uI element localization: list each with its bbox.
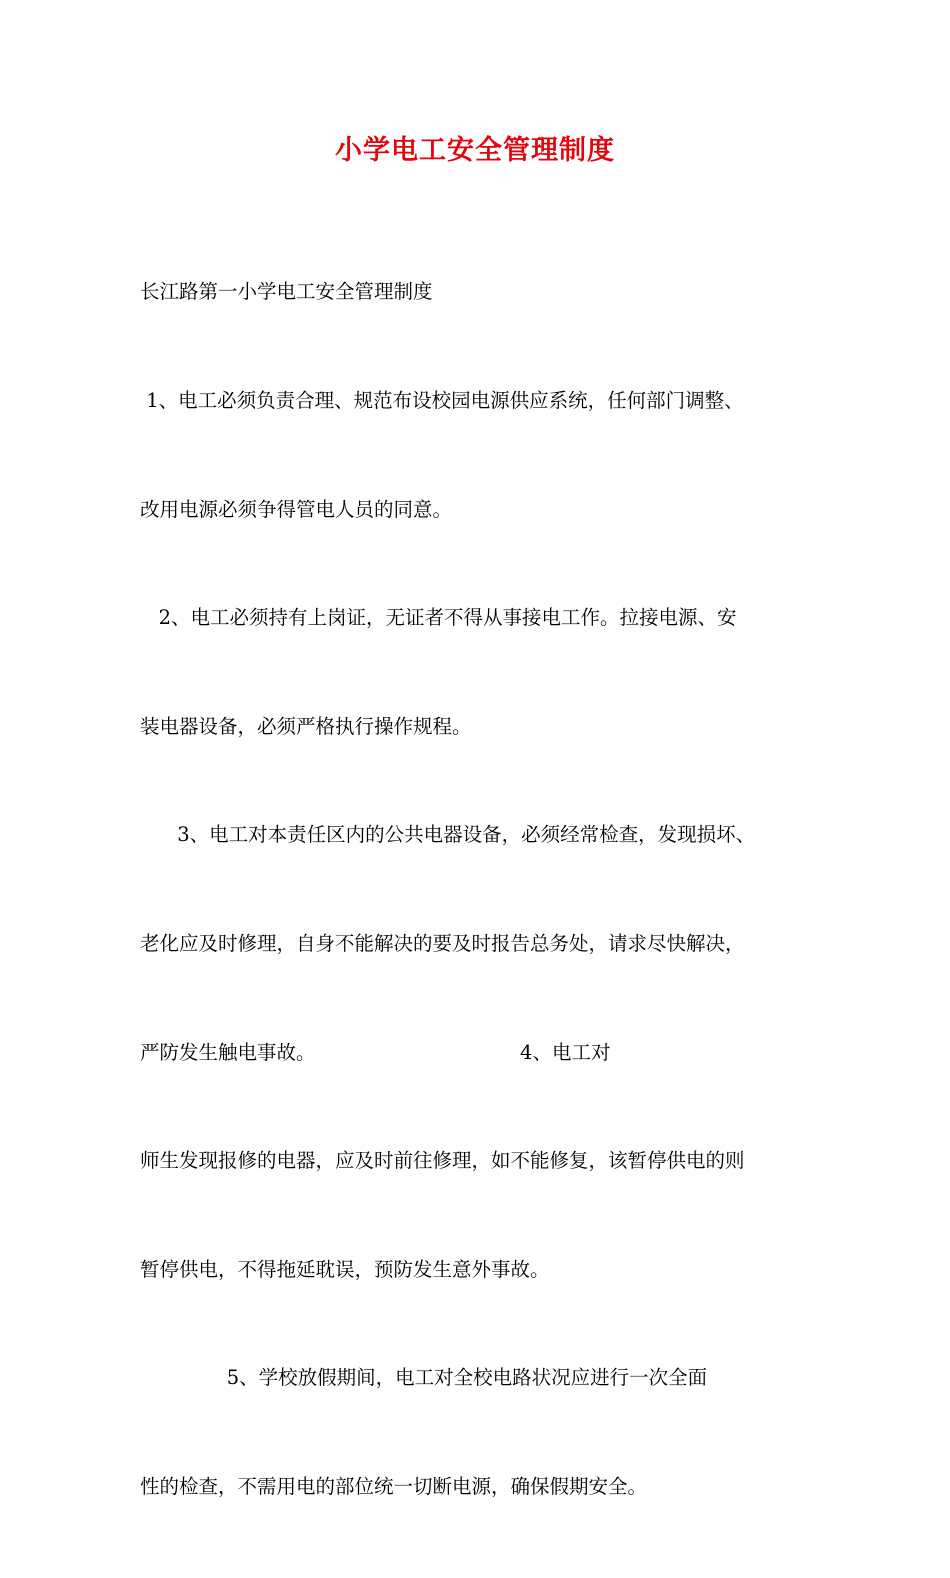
body-line-school-name: 长江路第一小学电工安全管理制度 [140,280,433,304]
body-line: 师生发现报修的电器，应及时前往修理，如不能修复，该暂停供电的则 [140,1149,745,1173]
body-line: 严防发生触电事故。 4、电工对 [140,1040,611,1064]
body-line: 3、电工对本责任区内的公共电器设备，必须经常检查，发现损坏、 [140,823,756,847]
document-title: 小学电工安全管理制度 [335,135,615,166]
body-line: 1、电工必须负责合理、规范布设校园电源供应系统，任何部门调整、 [140,389,744,412]
body-line: 2、电工必须持有上岗证，无证者不得从事接电工作。拉接电源、安 [140,606,737,630]
body-line: 装电器设备，必须严格执行操作规程。 [140,714,472,738]
body-line: 性的检查，不需用电的部位统一切断电源，确保假期安全。 [140,1474,648,1498]
body-line: 改用电源必须争得管电人员的同意。 [140,497,453,521]
document-body [140,202,830,1578]
body-line: 暂停供电，不得拖延耽误，预防发生意外事故。 [140,1257,550,1281]
body-line: 老化应及时修理，自身不能解决的要及时报告总务处，请求尽快解决， [140,931,745,955]
body-line: 5、学校放假期间，电工对全校电路状况应进行一次全面 [140,1366,708,1390]
